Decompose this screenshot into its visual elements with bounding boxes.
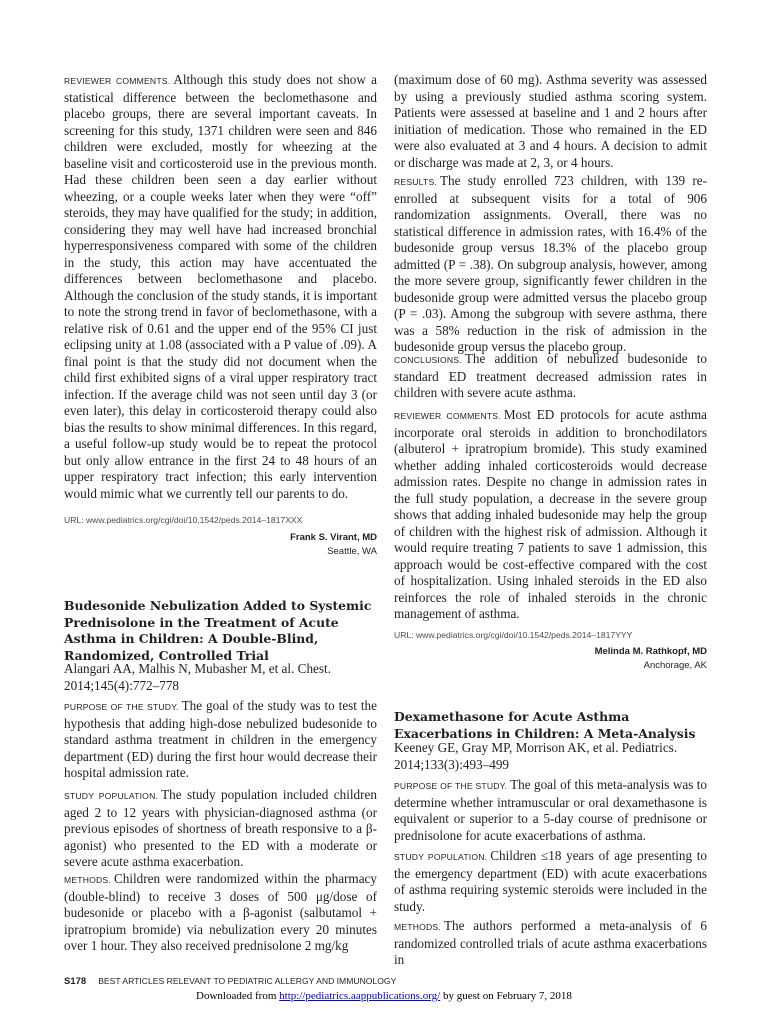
reviewer-comments-paragraph <box>64 72 377 502</box>
download-notice <box>0 990 768 1002</box>
section-label: RESULTS. <box>394 177 437 187</box>
reviewer-name: Melinda M. Rathkopf, MD <box>594 646 707 657</box>
article-citation: Alangari AA, Malhis N, Mubasher M, et al. Chest. 2014;145(4):772–778 <box>64 661 332 693</box>
download-suffix: by guest on February 7, 2018 <box>440 990 572 1002</box>
page-footer <box>64 976 704 987</box>
purpose-paragraph <box>64 698 377 782</box>
section-text: Although this study does not show a statistical difference between the beclomethasone and placebo groups, there are several important caveats. In screening for this study, 1371 children were seen and 846 children were excluded, mostly for wheezing at the baseline visit and corticosteroid use in the previous month. Had these children been seen a day earlier without wheezing, or a couple weeks later when they were “off” steroids, they may have qualified for the study; in addition, considering they may well have had increased bronchial hyperresponsiveness compared with some of the children in the study, this action may have accentuated the differences between beclomethasone and placebo. Although the conclusion of the study stands, it is important to note the strong trend in favor of beclomethasone, with a relative risk of 0.61 and the upper end of the 95% CI just eclipsing unity at 1.08 (associated with a P value of .09). A final point is that the study did not document when the child first exhibited signs of a viral upper respiratory tract infection. If the average child was not seen until day 3 (or even later), this delay in corticosteroid therapy could also bias the results to show minimal differences. In this regard, a useful follow-up study would be to repeat the protocol but only allow entrance in the first 24 to 48 hours of an upper respiratory tract infection; this early intervention would mimic what we currently tell our parents to do. <box>64 72 378 501</box>
section-label: PURPOSE OF THE STUDY. <box>394 781 508 791</box>
methods-continued-paragraph: (maximum dose of 60 mg). Asthma severity was assessed by using a previously studied asthma scoring system. Patients were assessed at baseline and 1 and 2 hours after initiation of medication. Those who remained in the ED were also evaluated at 3 and 4 hours. A decision to admit or discharge was made at 2, 3, or 4 hours. <box>394 72 707 170</box>
journal-link[interactable]: http://pediatrics.aappublications.org/ <box>279 990 441 1002</box>
section-label: STUDY POPULATION. <box>394 852 488 862</box>
section-text: The goal of the study was to test the hypothesis that adding high-dose nebulized budesonide to standard asthma treatment in children in the emergency department (ED) during the first hour would decrease their hospital admission rate. <box>64 698 377 780</box>
conclusions-paragraph <box>394 351 707 402</box>
reviewer-location: Seattle, WA <box>327 546 377 557</box>
section-label: METHODS. <box>394 922 441 932</box>
section-text: The study enrolled 723 children, with 139 re-enrolled at subsequent visits for a total of 906 randomization assignments. Overall, there was no statistical difference in admission rates, with 16.4% of the budesonide group versus 18.3% of the placebo group admitted (P = .38). On subgroup analysis, however, among the more severe group, significantly fewer children in the budesonide group were admitted versus the placebo group (P = .03). Among the subgroup with severe asthma, there was a 58% reduction in the risk of admission in the budesonide group versus the placebo group. <box>394 173 707 354</box>
reviewer-signature <box>64 531 377 559</box>
section-text: Children ≤18 years of age presenting to the emergency department (ED) with acute exacerbations of asthma requiring systemic steroids were included in the study. <box>394 848 707 914</box>
article-title: Dexamethasone for Acute Asthma Exacerbations in Children: A Meta-Analysis <box>394 709 696 741</box>
reviewer-comments-paragraph <box>394 407 707 623</box>
purpose-paragraph <box>394 777 707 844</box>
section-text: Most ED protocols for acute asthma incorporate oral steroids in addition to bronchodilators (albuterol + ipratropium bromide). This study examined whether adding inhaled corticosteroids would decrease admission rates. Despite no change in admission rates in the full study population, a decrease in the severe group shows that adding inhaled budesonide may help the group of children with the highest risk of admission. Although it would require treating 7 patients to save 1 admission, this approach would be cost-effective compared with the cost of hospitalization. Using inhaled steroids in the ED also reinforces the role of inhaled steroids in the chronic management of asthma. <box>394 407 708 621</box>
population-paragraph <box>64 787 377 871</box>
article-title: Budesonide Nebulization Added to Systemic Prednisolone in the Treatment of Acute Asthma in Children: A Double-Blind, Randomized, Controlled Trial <box>64 598 372 663</box>
running-title: BEST ARTICLES RELEVANT TO PEDIATRIC ALLERGY AND IMMUNOLOGY <box>98 976 397 986</box>
reviewer-name: Frank S. Virant, MD <box>290 532 377 543</box>
section-text: The goal of this meta-analysis was to determine whether intramuscular or oral dexamethasone is equivalent or superior to a 5-day course of prednisone or prednisolone for acute exacerbations of asthma. <box>394 777 707 843</box>
section-text: Children were randomized within the pharmacy (double-blind) to receive 3 doses of 500 μg/dose of budesonide or placebo with a β-agonist (salbutamol + ipratropium bromide) via nebulization every 20 minutes over 1 hour. They also received prednisolone 2 mg/kg <box>64 871 377 953</box>
article-citation: Keeney GE, Gray MP, Morrison AK, et al. Pediatrics. 2014;133(3):493–499 <box>394 740 678 772</box>
section-label: PURPOSE OF THE STUDY. <box>64 702 179 712</box>
section-label: REVIEWER COMMENTS. <box>64 76 171 86</box>
methods-paragraph <box>394 918 707 969</box>
section-text: The study population included children aged 2 to 12 years with physician-diagnosed asthma (or previous episodes of shortness of breath responsive to a β-agonist) who presented to the ED with a moderate or severe acute asthma exacerbation. <box>64 787 377 869</box>
methods-paragraph <box>64 871 377 955</box>
section-text: The authors performed a meta-analysis of 6 randomized controlled trials of acute asthma exacerbations in <box>394 918 707 967</box>
article-url: URL: www.pediatrics.org/cgi/doi/10.1542/peds.2014–1817XXX <box>64 515 303 525</box>
article-url: URL: www.pediatrics.org/cgi/doi/10.1542/peds.2014–1817YYY <box>394 630 633 640</box>
reviewer-location: Anchorage, AK <box>643 660 707 671</box>
section-label: METHODS. <box>64 875 111 885</box>
section-label: CONCLUSIONS. <box>394 355 462 365</box>
section-label: STUDY POPULATION. <box>64 791 159 801</box>
section-label: REVIEWER COMMENTS. <box>394 411 501 421</box>
section-text: The addition of nebulized budesonide to standard ED treatment decreased admission rates in children with severe acute asthma. <box>394 351 707 400</box>
population-paragraph <box>394 848 707 915</box>
results-paragraph <box>394 173 707 356</box>
page-number: S178 <box>64 976 87 987</box>
reviewer-signature <box>394 645 707 673</box>
download-prefix: Downloaded from <box>196 990 280 1002</box>
